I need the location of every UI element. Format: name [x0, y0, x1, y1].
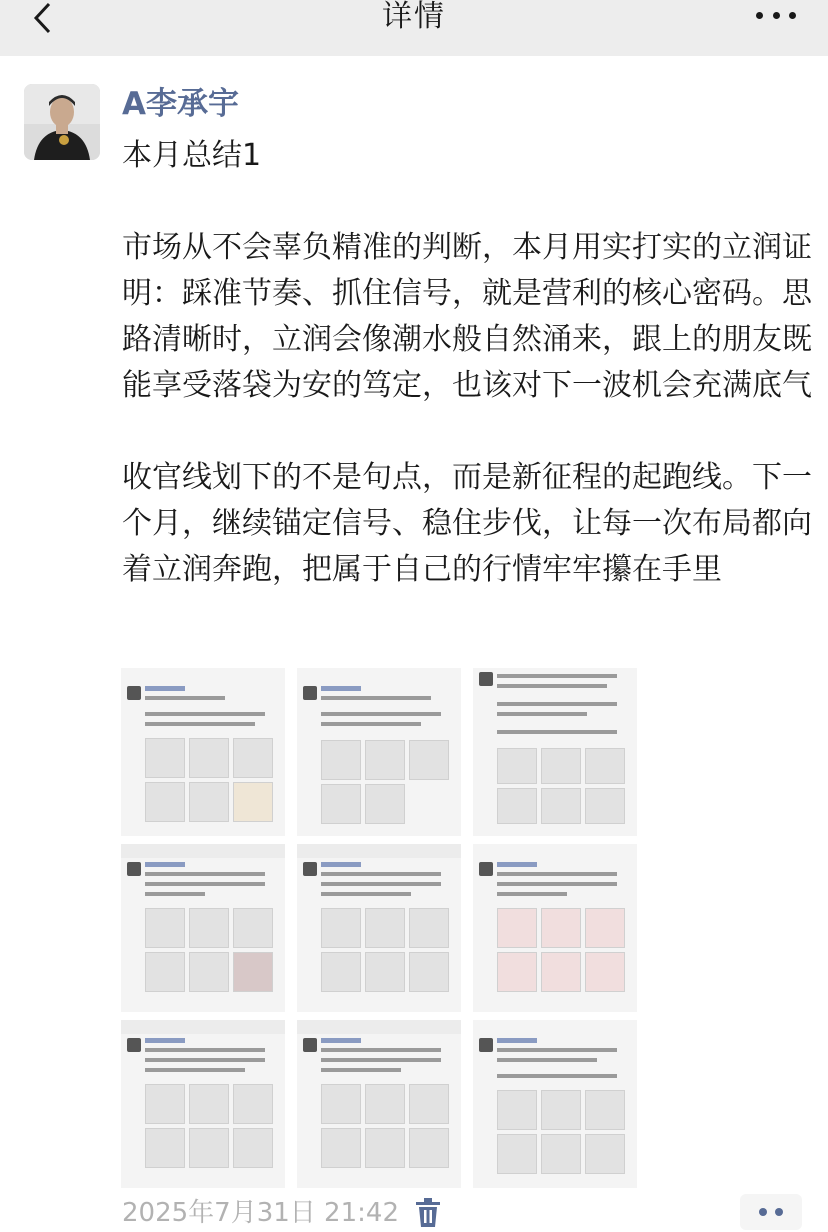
thumb-avatar	[303, 686, 317, 700]
thumb-image	[233, 952, 273, 992]
navbar	[0, 0, 828, 56]
post-timestamp: 2025年7月31日 21:42	[122, 1198, 399, 1228]
author-name[interactable]: A李承宇	[122, 86, 239, 122]
post-paragraph: 收官线划下的不是句点，而是新征程的起跑线。下一个月，继续锚定信号、稳住步伐，让每一次布局都向着立润奔跑，把属于自己的行情牢牢攥在手里	[122, 460, 812, 587]
thumb-text	[145, 882, 265, 886]
comment-button[interactable]	[740, 1194, 802, 1230]
thumb-image	[585, 1134, 625, 1174]
thumb-text	[145, 1058, 265, 1062]
image-thumbnail[interactable]	[121, 844, 285, 1012]
thumb-image	[541, 1090, 581, 1130]
thumb-image	[321, 952, 361, 992]
thumb-image	[585, 908, 625, 948]
thumb-navbar	[297, 844, 461, 858]
image-thumbnail[interactable]	[297, 1020, 461, 1188]
thumb-image	[189, 1084, 229, 1124]
thumb-image	[321, 908, 361, 948]
thumb-text	[145, 872, 265, 876]
thumb-name	[145, 862, 185, 867]
thumb-name	[497, 1038, 537, 1043]
thumb-text	[145, 696, 225, 700]
thumb-text	[321, 712, 441, 716]
thumb-avatar	[127, 862, 141, 876]
thumb-image	[365, 784, 405, 824]
thumb-text	[321, 882, 441, 886]
avatar[interactable]	[24, 84, 100, 160]
thumb-text	[145, 722, 255, 726]
thumb-image	[233, 782, 273, 822]
thumb-text	[497, 730, 617, 734]
thumb-image	[497, 788, 537, 824]
thumb-avatar	[479, 1038, 493, 1052]
thumb-image	[585, 788, 625, 824]
more-dot	[789, 12, 796, 19]
more-dots-icon	[756, 12, 763, 19]
thumb-image	[321, 784, 361, 824]
thumb-avatar	[127, 686, 141, 700]
post-title: 本月总结1	[122, 138, 262, 173]
person-photo	[24, 84, 100, 160]
thumb-image	[145, 908, 185, 948]
thumb-name	[321, 686, 361, 691]
thumb-image	[365, 952, 405, 992]
thumb-image	[321, 740, 361, 780]
thumb-text	[497, 674, 617, 678]
thumb-name	[321, 1038, 361, 1043]
page-title: 详情	[382, 0, 446, 34]
thumb-image	[585, 952, 625, 992]
thumb-text	[321, 1048, 441, 1052]
thumb-name	[321, 862, 361, 867]
more-dots-icon	[759, 1208, 767, 1216]
thumb-image	[365, 1084, 405, 1124]
image-thumbnail[interactable]	[297, 844, 461, 1012]
thumb-image	[233, 738, 273, 778]
thumb-image	[585, 1090, 625, 1130]
thumb-text	[497, 712, 587, 716]
paragraph-gap	[122, 409, 812, 455]
thumb-image	[497, 1134, 537, 1174]
image-thumbnail[interactable]	[473, 668, 637, 836]
thumb-image	[585, 748, 625, 784]
thumb-text	[497, 1048, 617, 1052]
thumb-avatar	[303, 1038, 317, 1052]
thumb-image	[145, 952, 185, 992]
thumb-image	[145, 738, 185, 778]
thumb-image	[365, 908, 405, 948]
thumb-text	[321, 892, 411, 896]
thumb-avatar	[479, 862, 493, 876]
thumb-image	[541, 952, 581, 992]
thumb-image	[145, 1128, 185, 1168]
thumb-text	[497, 1058, 597, 1062]
thumb-image	[145, 782, 185, 822]
thumb-image	[497, 1090, 537, 1130]
thumb-text	[321, 1068, 401, 1072]
thumb-avatar	[127, 1038, 141, 1052]
thumb-text	[321, 1058, 441, 1062]
thumb-image	[541, 788, 581, 824]
thumb-image	[497, 748, 537, 784]
thumb-image	[189, 782, 229, 822]
post-content	[122, 133, 812, 593]
thumb-image	[233, 1128, 273, 1168]
thumb-image	[233, 1084, 273, 1124]
thumb-text	[497, 892, 567, 896]
more-button[interactable]	[756, 8, 796, 22]
thumb-image	[189, 952, 229, 992]
thumb-text	[145, 892, 205, 896]
thumb-navbar	[297, 1020, 461, 1034]
paragraph-gap	[122, 179, 812, 225]
image-thumbnail[interactable]	[473, 1020, 637, 1188]
thumb-avatar	[303, 862, 317, 876]
image-thumbnail[interactable]	[121, 668, 285, 836]
thumb-image	[145, 1084, 185, 1124]
trash-icon	[414, 1198, 442, 1228]
thumb-text	[321, 872, 441, 876]
thumb-image	[497, 908, 537, 948]
thumb-text	[497, 872, 617, 876]
thumb-navbar	[121, 1020, 285, 1034]
image-thumbnail[interactable]	[297, 668, 461, 836]
thumb-image	[365, 1128, 405, 1168]
thumb-text	[497, 882, 617, 886]
thumb-image	[189, 738, 229, 778]
thumb-text	[145, 1048, 265, 1052]
thumb-navbar	[121, 844, 285, 858]
thumb-image	[189, 908, 229, 948]
thumb-name	[497, 862, 537, 867]
thumb-image	[541, 1134, 581, 1174]
thumb-image	[321, 1128, 361, 1168]
thumb-avatar	[479, 672, 493, 686]
thumb-image	[541, 748, 581, 784]
thumb-image	[409, 908, 449, 948]
thumb-image	[409, 740, 449, 780]
more-dot	[773, 12, 780, 19]
thumb-image	[541, 908, 581, 948]
image-thumbnail[interactable]	[473, 844, 637, 1012]
thumb-text	[497, 684, 607, 688]
image-thumbnail[interactable]	[121, 1020, 285, 1188]
thumb-image	[409, 952, 449, 992]
image-grid	[121, 668, 639, 1190]
thumb-text	[497, 1074, 617, 1078]
thumb-image	[189, 1128, 229, 1168]
thumb-text	[145, 712, 265, 716]
post-paragraph: 市场从不会辜负精准的判断，本月用实打实的立润证明：踩准节奏、抓住信号，就是营利的核心密码。思路清晰时，立润会像潮水般自然涌来，跟上的朋友既能享受落袋为安的笃定，也该对下一波机会充满底气	[122, 230, 812, 403]
thumb-text	[321, 696, 431, 700]
thumb-name	[145, 1038, 185, 1043]
thumb-image	[497, 952, 537, 992]
thumb-image	[365, 740, 405, 780]
thumb-text	[145, 1068, 245, 1072]
thumb-image	[233, 908, 273, 948]
thumb-image	[409, 1128, 449, 1168]
more-dot	[775, 1208, 783, 1216]
thumb-text	[321, 722, 421, 726]
thumb-name	[145, 686, 185, 691]
thumb-text	[497, 702, 617, 706]
thumb-image	[321, 1084, 361, 1124]
delete-button[interactable]	[414, 1198, 442, 1228]
thumb-image	[409, 1084, 449, 1124]
